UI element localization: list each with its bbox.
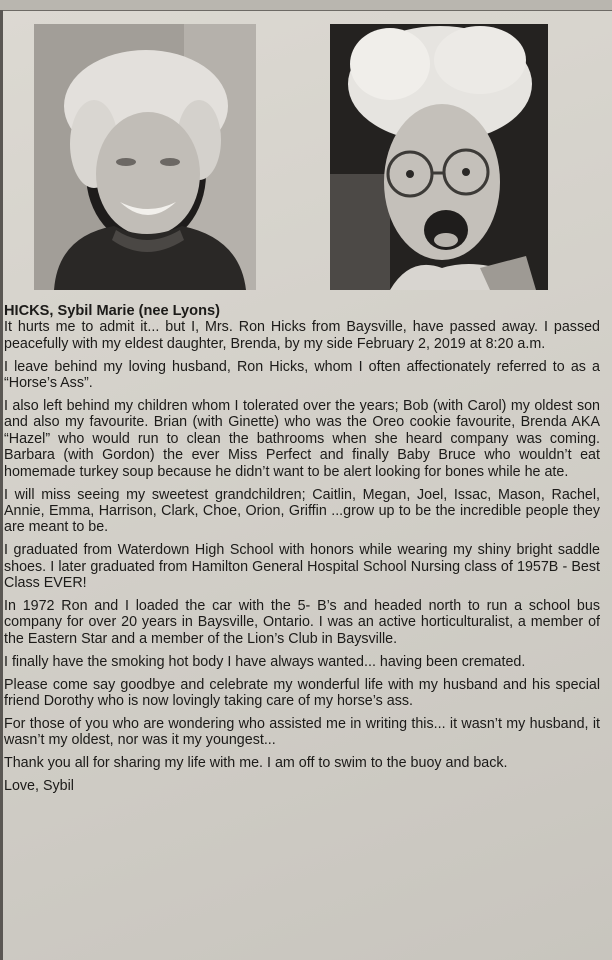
portrait-photo-silly-face [330,24,548,290]
obituary-paragraph: Thank you all for sharing my life with me. I am off to swim to the buoy and back. [4,755,508,772]
obituary-paragraph: I graduated from Waterdown High School with honors while wearing my shiny bright saddle shoes. I later graduated from Hamilton General Hospital School Nursing class of 1957B - Best Class EVER! [4,542,600,592]
obituary-paragraph: I also left behind my children whom I tolerated over the years; Bob (with Carol) my oldest son and also my favourite. Brian (with Ginette) who was the Oreo cookie favourite, Brenda AKA “Hazel” who would run to clean the bathrooms when she heard company was coming. Barbara (with Gordon) the ever Miss Perfect and finally Baby Bruce who wouldn’t eat homemade turkey soup because he didn’t want to be alert looking for bones while he ate. [4,398,600,480]
obituary-name-heading: HICKS, Sybil Marie (nee Lyons) [4,303,220,319]
obituary-text [4,303,600,801]
portrait-smiling-image [34,24,256,290]
obituary-paragraph: I will miss seeing my sweetest grandchildren; Caitlin, Megan, Joel, Issac, Mason, Rachel, Annie, Emma, Harrison, Clark, Choe, Orion, Griffin ...grow up to be the incredible people they are meant to be. [4,486,600,536]
obituary-paragraph: I leave behind my loving husband, Ron Hicks, whom I often affectionately referred to as a “Horse’s Ass”. [4,358,600,392]
column-rule [0,10,3,960]
obituary-signoff: Love, Sybil [4,778,74,795]
portrait-silly-image [330,24,548,290]
obituary-paragraph: It hurts me to admit it... but I, Mrs. Ron Hicks from Baysville, have passed away. I passed peacefully with my eldest daughter, Brenda, by my side February 2, 2019 at 8:20 a.m. [4,319,600,352]
page-top-rule [0,0,612,11]
portrait-photo-smiling [34,24,256,290]
obituary-paragraph: I finally have the smoking hot body I have always wanted... having been cremated. [4,653,526,670]
obituary-paragraph: Please come say goodbye and celebrate my wonderful life with my husband and his special friend Dorothy who is now lovingly taking care of my horse’s ass. [4,676,600,710]
obituary-paragraph: For those of you who are wondering who assisted me in writing this... it wasn’t my husband, it wasn’t my oldest, nor was it my youngest... [4,715,600,749]
obituary-paragraph: In 1972 Ron and I loaded the car with the 5- B’s and headed north to run a school bus company for over 20 years in Baysville, Ontario. I was an active horticulturalist, a member of the Eastern Star and a member of the Lion’s Club in Baysville. [4,598,600,647]
